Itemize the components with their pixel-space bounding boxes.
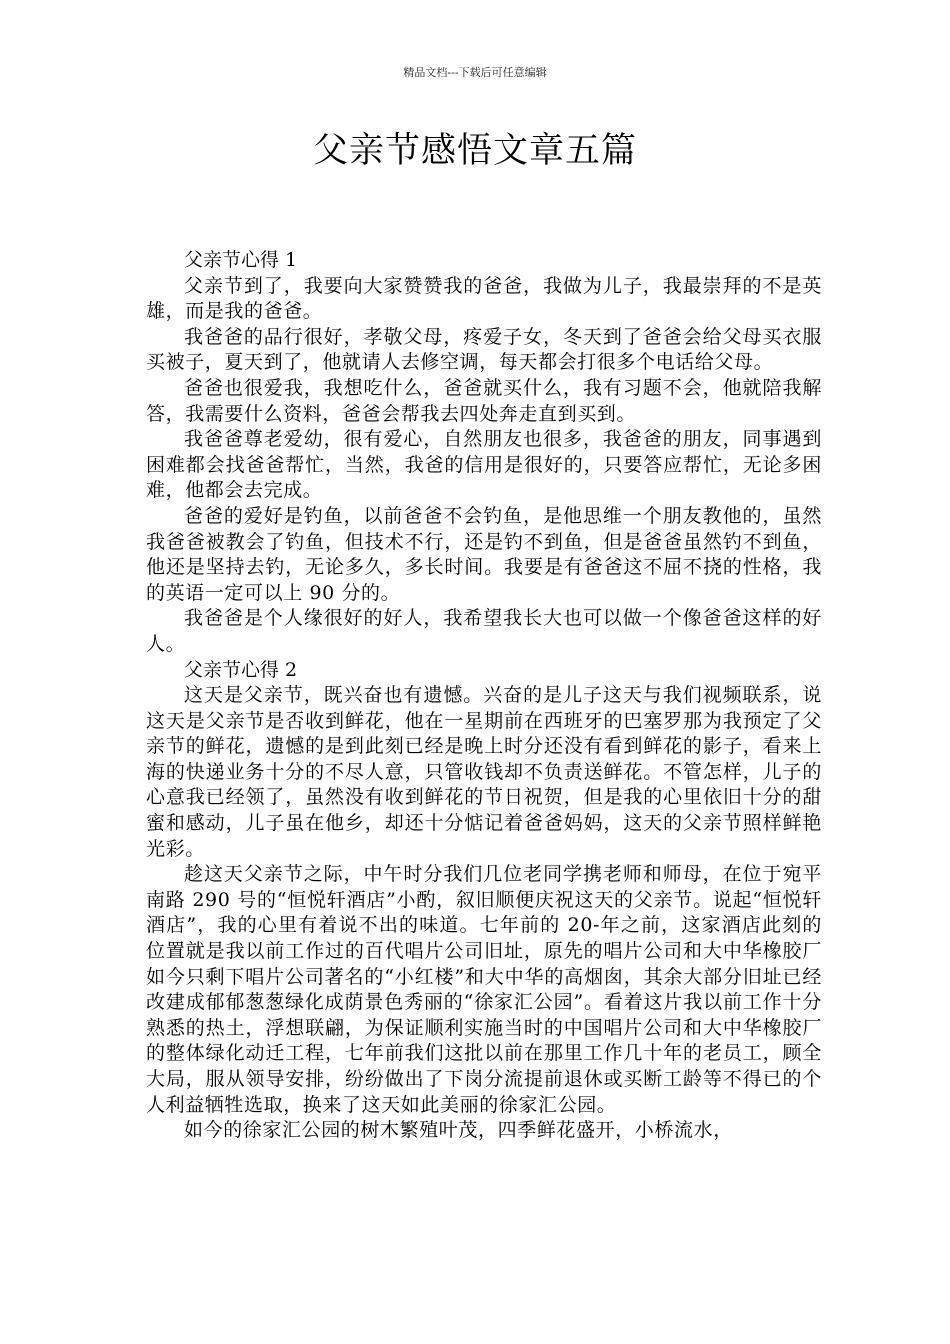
paragraph: 爸爸也很爱我，我想吃什么，爸爸就买什么，我有习题不会，他就陪我解答，我需要什么资料，爸爸会帮我去四处奔走直到买到。 <box>146 376 822 425</box>
section-heading-2: 父亲节心得 2 <box>184 658 298 681</box>
paragraph: 我爸爸尊老爱幼，很有爱心，自然朋友也很多，我爸爸的朋友，同事遇到困难都会找爸爸帮忙，当然，我爸的信用是很好的，只要答应帮忙，无论多困难，他都会去完成。 <box>146 428 822 502</box>
document-title: 父亲节感悟文章五篇 <box>312 131 637 171</box>
paragraph: 这天是父亲节，既兴奋也有遗憾。兴奋的是儿子这天与我们视频联系，说这天是父亲节是否收到鲜花，他在一星期前在西班牙的巴塞罗那为我预定了父亲节的鲜花，遗憾的是到此刻已经是晚上时分还没有看到鲜花的影子，看来上海的快递业务十分的不尽人意，只管收钱却不负责送鲜花。不管怎样，儿子的心意我已经领了，虽然没有收到鲜花的节日祝贺，但是我的心里依旧十分的甜蜜和感动，儿子虽在他乡，却还十分惦记着爸爸妈妈，这天的父亲节照样鲜艳光彩。 <box>146 684 822 860</box>
paragraph: 我爸爸是个人缘很好的好人，我希望我长大也可以做一个像爸爸这样的好人。 <box>146 607 822 655</box>
paragraph: 如今的徐家汇公园的树木繁殖叶茂，四季鲜花盛开，小桥流水， <box>184 1119 733 1142</box>
paragraph: 爸爸的爱好是钓鱼，以前爸爸不会钓鱼，是他思维一个朋友教他的，虽然我爸爸被教会了钓鱼，但技术不行，还是钓不到鱼，但是爸爸虽然钓不到鱼，他还是坚持去钓，无论多久，多长时间。我要是有爸爸这不屈不挠的性格，我的英语一定可以上 90 分的。 <box>146 504 822 604</box>
paragraph: 父亲节到了，我要向大家赞赞我的爸爸，我做为儿子，我最崇拜的不是英雄，而是我的爸爸。 <box>146 274 822 323</box>
paragraph: 趁这天父亲节之际，中午时分我们几位老同学携老师和师母，在位于宛平南路 290 号的“恒悦轩酒店”小酌，叙旧顺便庆祝这天的父亲节。说起“恒悦轩酒店”，我的心里有着说不出的味道。七年前的 20-年之前，这家酒店此刻的位置就是我以前工作过的百代唱片公司旧址，原先的唱片公司和大中华橡胶厂如今只剩下唱片公司著名的“小红楼”和大中华的高烟囱，其余大部分旧址已经改建成郁郁葱葱绿化成荫景色秀丽的“徐家汇公园”。看着这片我以前工作十分熟悉的热土，浮想联翩，为保证顺利实施当时的中国唱片公司和大中华橡胶厂的整体绿化动迁工程，七年前我们这批以前在那里工作几十年的老员工，顾全大局，服从领导安排，纷纷做出了下岗分流提前退休或买断工龄等不得已的个人利益牺牲选取，换来了这天如此美丽的徐家汇公园。 <box>146 863 822 1116</box>
section-heading-1: 父亲节心得 1 <box>184 249 298 271</box>
document-body <box>146 248 822 1144</box>
header-note: 精品文档---下载后可任意编辑 <box>403 66 547 79</box>
paragraph: 我爸爸的品行很好，孝敬父母，疼爱子女，冬天到了爸爸会给父母买衣服买被子，夏天到了，他就请人去修空调，每天都会打很多个电话给父母。 <box>146 325 822 374</box>
